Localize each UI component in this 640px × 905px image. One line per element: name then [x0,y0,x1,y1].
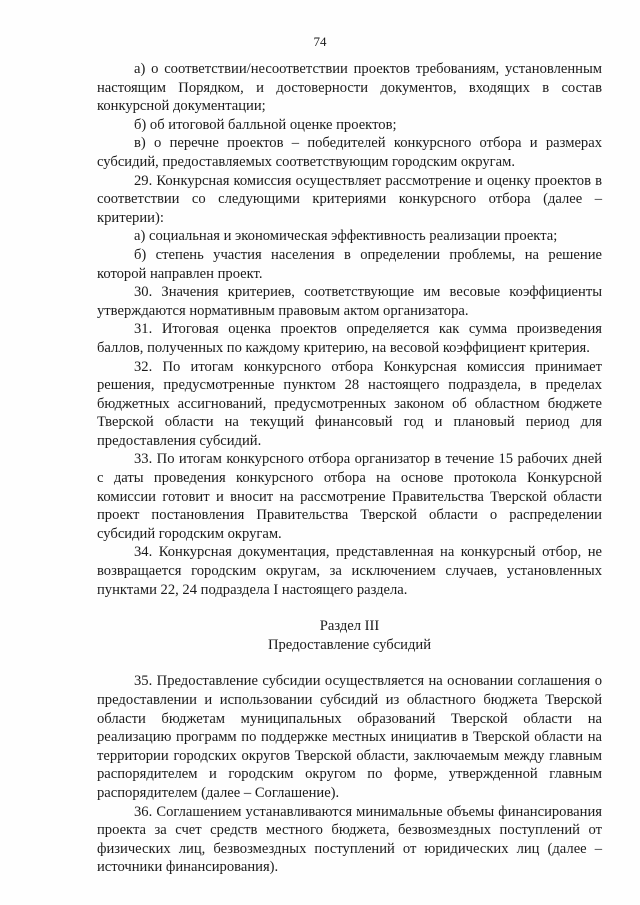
paragraph-32: 32. По итогам конкурсного отбора Конкурсная комиссия принимает решения, предусмотренные пунктом 28 настоящего подраздела, в пределах бюджетных ассигнований, предусмотренных законом об областном бюджете Тверской области на текущий финансовый год и плановый период для предоставления субсидий. [97,358,602,449]
page-number: 74 [313,34,327,49]
paragraph-31: 31. Итоговая оценка проектов определяется как сумма произведения баллов, полученных по каждому критерию, на весовой коэффициент критерия. [97,321,602,356]
document-body [97,60,602,877]
paragraph-34: 34. Конкурсная документация, представленная на конкурсный отбор, не возвращается городским округам, за исключением случаев, установленных пунктами 22, 24 подраздела I настоящего раздела. [97,544,602,598]
paragraph-33: 33. По итогам конкурсного отбора организатор в течение 15 рабочих дней с даты проведения конкурсного отбора на основе протокола Конкурсной комиссии готовит и вносит на рассмотрение Правительства Тверской области проект постановления Правительства Тверской области о распределении субсидий городским округам. [97,451,602,542]
paragraph-35: 35. Предоставление субсидии осуществляется на основании соглашения о предоставлении и использовании субсидий из областного бюджета Тверской области бюджетам муниципальных образований Тверской области на реализацию программ по поддержке местных инициатив в Тверской области на территории городских округов Тверской области, заключаемым между главным распорядителем и городским округом по форме, утвержденной главным распорядителем (далее – Соглашение). [97,673,602,801]
paragraph-29-a: а) социальная и экономическая эффективность реализации проекта; [134,228,558,245]
paragraph-a-compliance: а) о соответствии/несоответствии проектов требованиям, установленным настоящим Порядком, и достоверности документов, входящих в состав конкурсной документации; [97,61,602,115]
paragraph-29: 29. Конкурсная комиссия осуществляет рассмотрение и оценку проектов в соответствии со следующими критериями конкурсного отбора (далее – критерии): [97,172,602,226]
paragraph-36: 36. Соглашением устанавливаются минимальные объемы финансирования проекта за счет средств местного бюджета, безвозмездных поступлений от физических лиц, безвозмездных поступлений от юридических лиц (далее – источники финансирования). [97,803,602,876]
section-number: Раздел III [319,618,380,635]
paragraph-30: 30. Значения критериев, соответствующие им весовые коэффициенты утверждаются нормативным правовым актом организатора. [97,284,602,319]
paragraph-29-b: б) степень участия населения в определении проблемы, на решение которой направлен проект. [97,246,602,282]
paragraph-b-score: б) об итоговой балльной оценке проектов; [134,116,397,133]
section-title: Предоставление субсидий [267,636,432,653]
paragraph-v-winners: в) о перечне проектов – победителей конкурсного отбора и размерах субсидий, предоставляемых соответствующим городским округам. [97,135,602,170]
